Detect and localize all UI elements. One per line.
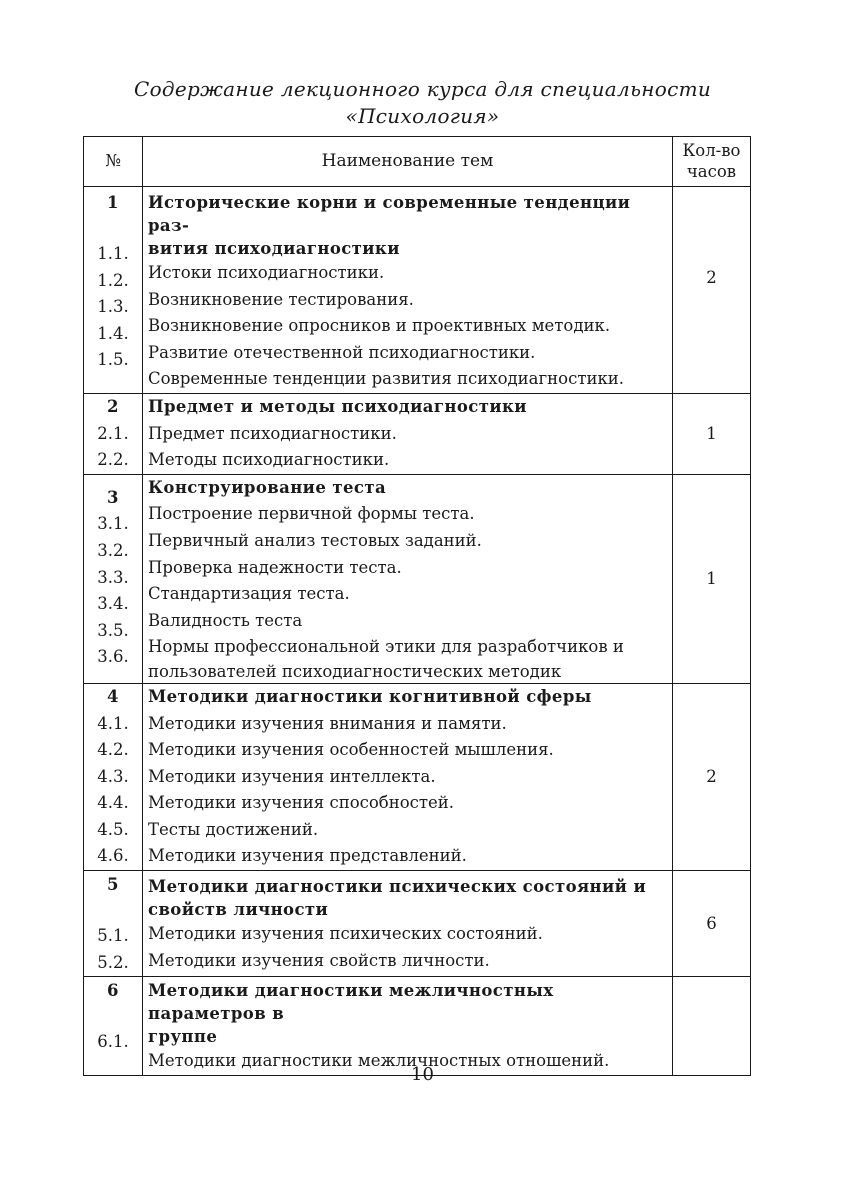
item-number: 4.1. — [97, 713, 129, 733]
item-text: Нормы профессиональной этики для разработчиков и — [148, 637, 624, 657]
item-text: Построение первичной формы теста. — [148, 504, 475, 524]
section-hours: 1 — [673, 474, 751, 683]
section-number: 3 — [107, 487, 119, 507]
section-num-cell — [84, 393, 143, 474]
item-text: Валидность теста — [148, 610, 303, 630]
item-number: 3.1. — [97, 514, 129, 534]
item-number: 4.2. — [97, 740, 129, 760]
section-hours: 1 — [673, 393, 751, 474]
section-hours: 6 — [673, 871, 751, 977]
item-text: Методы психодиагностики. — [148, 450, 390, 470]
item-number: 4.3. — [97, 766, 129, 786]
section-title-line-1: Методики диагностики межличностных параметров в — [148, 981, 554, 1024]
header-name: Наименование тем — [143, 137, 673, 187]
item-text: Истоки психодиагностики. — [148, 263, 385, 282]
item-number: 3.3. — [97, 567, 129, 587]
item-text: Методики изучения способностей. — [148, 793, 455, 813]
item-text: Методики диагностики межличностных отношений. — [148, 1051, 610, 1071]
section-topic-cell — [143, 393, 673, 474]
course-content-table — [83, 136, 751, 1076]
section-topic-cell — [143, 977, 673, 1076]
item-text: Методики изучения особенностей мышления. — [148, 740, 554, 760]
section-hours: 2 — [673, 683, 751, 870]
item-text: Методики изучения свойств личности. — [148, 950, 490, 970]
section-row — [84, 187, 751, 394]
section-number: 1 — [107, 193, 119, 212]
item-text: Развитие отечественной психодиагностики. — [148, 342, 536, 362]
item-text-continuation: пользователей психодиагностических методик — [148, 661, 562, 681]
item-text: Современные тенденции развития психодиагностики. — [148, 369, 625, 389]
document-title-line-2: «Психология» — [345, 104, 500, 128]
item-number: 3.2. — [97, 540, 129, 560]
item-number: 6.1. — [97, 1032, 129, 1052]
header-hours — [673, 137, 751, 187]
item-text: Методики изучения представлений. — [148, 846, 467, 866]
section-number: 2 — [107, 396, 119, 416]
section-title-line-2: вития психодиагностики — [148, 239, 400, 258]
item-number: 4.4. — [97, 793, 129, 813]
section-topic-cell — [143, 474, 673, 683]
section-topic-cell — [143, 871, 673, 977]
item-number: 3.5. — [97, 620, 129, 640]
section-row — [84, 474, 751, 683]
document-title-line-1: Содержание лекционного курса для специальности — [133, 77, 712, 101]
item-number: 4.6. — [97, 846, 129, 866]
item-text: Возникновение тестирования. — [148, 289, 414, 309]
section-num-cell — [84, 977, 143, 1076]
section-title-line-1: Методики диагностики психических состояний и — [148, 877, 647, 897]
section-row — [84, 683, 751, 870]
section-num-cell — [84, 474, 143, 683]
item-text: Методики изучения интеллекта. — [148, 766, 436, 786]
item-number: 2.2. — [97, 450, 129, 470]
section-number: 5 — [107, 875, 119, 895]
section-title-line-1: Предмет и методы психодиагностики — [148, 396, 527, 416]
header-num: № — [84, 137, 143, 187]
table-header-row — [84, 137, 751, 187]
item-number: 1.1. — [97, 244, 129, 263]
item-number: 1.3. — [97, 297, 129, 317]
item-number: 3.4. — [97, 594, 129, 614]
section-title-line-2: группе — [148, 1027, 218, 1047]
item-number: 3.6. — [97, 647, 129, 667]
item-text: Стандартизация теста. — [148, 584, 350, 604]
header-hours-line-1: Кол-во — [682, 141, 741, 160]
item-number: 1.4. — [97, 323, 129, 343]
item-text: Методики изучения психических состояний. — [148, 924, 543, 944]
section-title-line-1: Исторические корни и современные тенденции раз- — [148, 193, 631, 235]
header-hours-line-2: часов — [686, 162, 737, 181]
section-hours — [673, 977, 751, 1076]
section-topic-cell — [143, 683, 673, 870]
section-row — [84, 977, 751, 1076]
item-text: Предмет психодиагностики. — [148, 423, 397, 443]
item-text: Первичный анализ тестовых заданий. — [148, 530, 482, 550]
item-text: Проверка надежности теста. — [148, 557, 402, 577]
section-num-cell — [84, 683, 143, 870]
section-hours: 2 — [673, 187, 751, 394]
item-number: 1.5. — [97, 350, 129, 370]
section-num-cell — [84, 871, 143, 977]
section-topic-cell — [143, 187, 673, 394]
section-title-line-1: Методики диагностики когнитивной сферы — [148, 686, 592, 706]
section-title-line-2: свойств личности — [148, 900, 329, 920]
section-number: 6 — [107, 981, 119, 1001]
item-number: 2.1. — [97, 423, 129, 443]
item-number: 5.1. — [97, 926, 129, 946]
item-number: 5.2. — [97, 952, 129, 972]
section-number: 4 — [107, 686, 119, 706]
page-number: 10 — [411, 1064, 434, 1085]
item-text: Тесты достижений. — [148, 819, 319, 839]
section-row — [84, 871, 751, 977]
item-number: 1.2. — [97, 270, 129, 290]
item-number: 4.5. — [97, 819, 129, 839]
section-row — [84, 393, 751, 474]
item-text: Возникновение опросников и проективных методик. — [148, 316, 611, 336]
section-num-cell — [84, 187, 143, 394]
item-text: Методики изучения внимания и памяти. — [148, 713, 507, 733]
section-title-line-1: Конструирование теста — [148, 477, 387, 497]
